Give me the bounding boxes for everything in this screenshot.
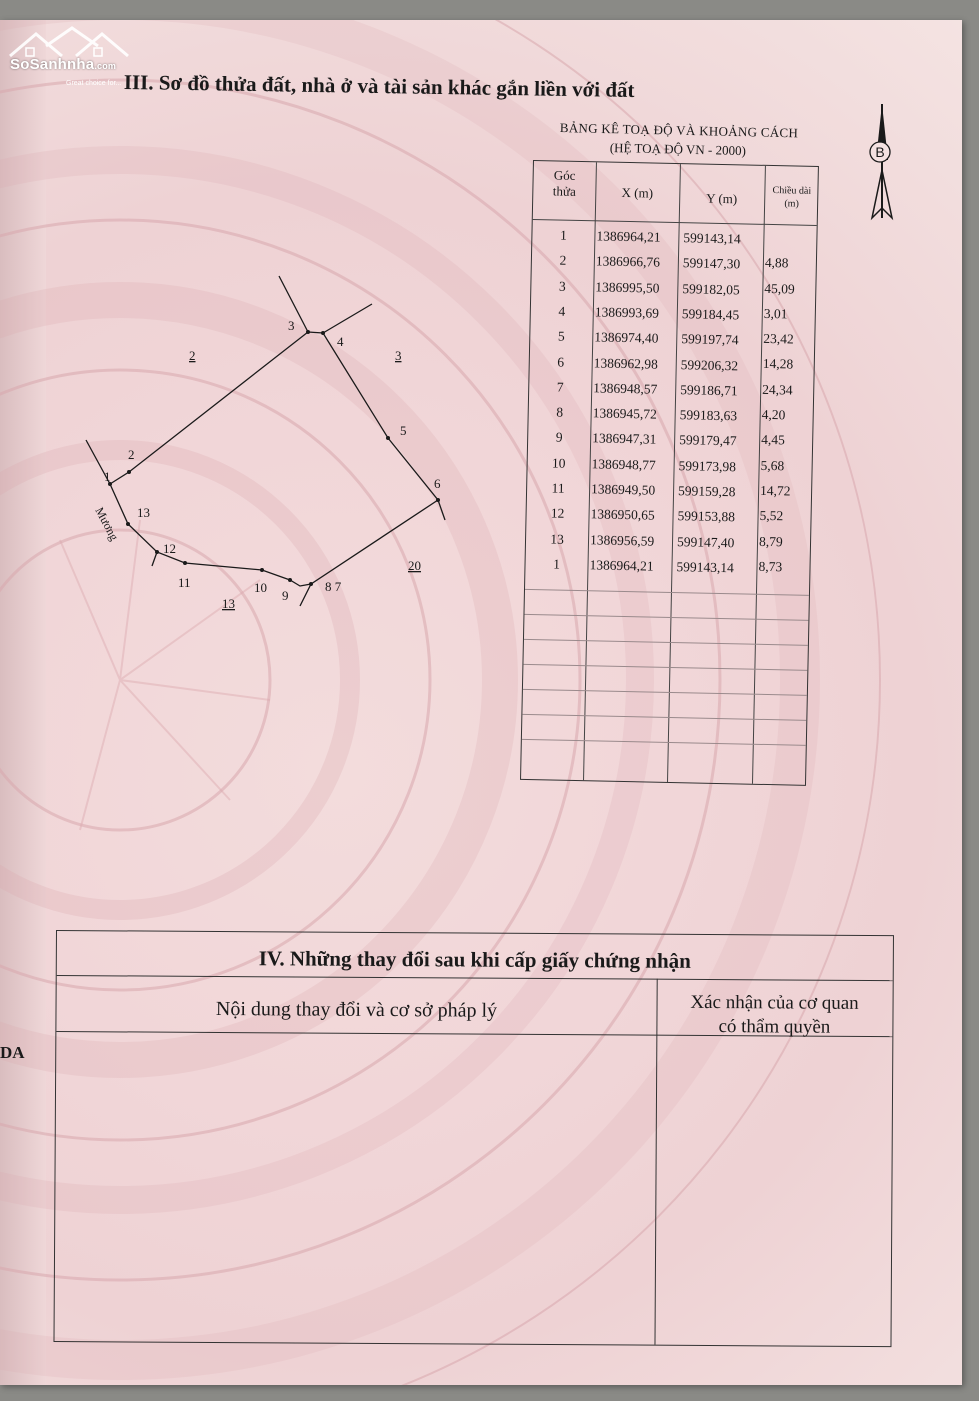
column-authority-confirmation: Xác nhận của cơ quan có thẩm quyền — [690, 991, 859, 1038]
row-y-value: 599143,14 — [676, 558, 735, 576]
vertex-label-5: 5 — [400, 423, 407, 438]
parcel-boundary — [110, 332, 438, 586]
row-x-value: 1386966,76 — [595, 253, 661, 270]
vertex-label-13: 13 — [137, 505, 150, 520]
north-label: B — [875, 144, 885, 160]
vertex-label-2: 2 — [128, 447, 135, 462]
row-y-value: 599147,40 — [676, 533, 735, 550]
row-point-id: 11 — [551, 480, 565, 496]
header-y: Y (m) — [706, 190, 738, 207]
row-y-value: 599147,30 — [682, 255, 741, 272]
row-x-value: 1386947,31 — [592, 430, 657, 448]
row-y-value: 599206,32 — [680, 356, 739, 373]
row-x-value: 1386949,50 — [590, 481, 656, 498]
coordinate-table-title: BẢNG KÊ TOẠ ĐỘ VÀ KHOẢNG CÁCH — [559, 120, 799, 141]
canal-label: Mương — [92, 504, 122, 543]
row-point-id: 1 — [559, 227, 567, 243]
vertex-label-9: 9 — [282, 588, 289, 603]
cut-off-edge-text: DA — [0, 1043, 25, 1062]
row-x-value: 1386964,21 — [596, 228, 661, 245]
vertex-label-12: 12 — [163, 541, 176, 556]
column-change-content: Nội dung thay đổi và cơ sở pháp lý — [215, 997, 498, 1022]
row-x-value: 1386964,21 — [589, 557, 654, 574]
row-y-value: 599186,71 — [680, 381, 738, 399]
row-x-value: 1386945,72 — [592, 405, 657, 422]
row-x-value: 1386948,57 — [593, 380, 658, 397]
row-x-value: 1386956,59 — [589, 531, 655, 549]
section4-changes-table — [53, 930, 894, 1347]
row-y-value: 599183,63 — [679, 407, 738, 424]
row-y-value: 599159,28 — [677, 483, 736, 500]
vertex-label-8-7: 8 7 — [325, 579, 342, 594]
segment-length: 23,42 — [763, 331, 794, 347]
segment-length: 14,72 — [759, 482, 791, 499]
boundary-extension-4 — [323, 304, 372, 333]
vertex-label-10: 10 — [254, 580, 267, 595]
vertex-label-3: 3 — [288, 318, 295, 333]
row-point-id: 4 — [558, 303, 566, 319]
segment-length: 4,45 — [761, 432, 785, 448]
header-goc: Góc thửa — [552, 167, 576, 199]
segment-length: 45,09 — [764, 280, 795, 297]
row-y-value: 599173,98 — [678, 457, 737, 475]
coordinate-system-subtitle: (HỆ TOẠ ĐỘ VN - 2000) — [609, 140, 747, 159]
neighbor-parcel-2: 2 — [189, 348, 196, 363]
neighbor-parcel-3: 3 — [395, 348, 402, 363]
header-length: Chiều dài (m) — [772, 185, 812, 210]
logo-tagline: Great choice for... — [66, 80, 122, 87]
boundary-extension-6 — [438, 500, 445, 520]
row-point-id: 8 — [556, 404, 564, 420]
segment-length: 4,20 — [761, 406, 786, 423]
segment-length: 8,73 — [758, 558, 783, 575]
header-x: X (m) — [621, 184, 654, 201]
row-point-id: 3 — [558, 278, 566, 294]
segment-length: 5,68 — [760, 457, 785, 473]
row-x-value: 1386962,98 — [593, 354, 659, 372]
row-point-id: 13 — [550, 531, 564, 547]
row-x-value: 1386993,69 — [594, 304, 660, 321]
row-point-id: 2 — [559, 252, 567, 269]
row-y-value: 599184,45 — [681, 306, 740, 323]
vertex-label-4: 4 — [337, 334, 344, 349]
row-x-value: 1386974,40 — [594, 329, 659, 346]
segment-length: 5,52 — [759, 508, 784, 524]
section3-title: III. Sơ đồ thửa đất, nhà ở và tài sản khác gắn liền với đất — [123, 70, 635, 103]
segment-length: 4,88 — [764, 255, 789, 271]
boundary-extension-8 — [300, 584, 311, 606]
row-y-value: 599197,74 — [681, 331, 739, 348]
vertex-label-1: 1 — [104, 469, 111, 484]
neighbor-parcel-20: 20 — [408, 558, 421, 573]
row-point-id: 6 — [557, 354, 565, 370]
row-point-id: 7 — [556, 379, 564, 395]
segment-length: 14,28 — [762, 356, 794, 372]
row-point-id: 9 — [555, 429, 563, 446]
logo-brand-text: SoSanhnha.com — [10, 56, 117, 73]
row-point-id: 10 — [551, 455, 566, 471]
row-point-id: 5 — [557, 328, 565, 344]
section4-title: IV. Những thay đổi sau khi cấp giấy chứng nhận — [258, 946, 691, 973]
boundary-tick-12 — [152, 552, 157, 566]
vertex-label-11: 11 — [178, 575, 191, 590]
row-point-id: 1 — [553, 556, 561, 572]
vertex-label-6: 6 — [434, 476, 441, 491]
row-y-value: 599182,05 — [682, 280, 740, 297]
segment-length: 3,01 — [763, 305, 788, 322]
row-point-id: 12 — [550, 505, 565, 522]
segment-length: 8,79 — [758, 533, 783, 549]
row-x-value: 1386950,65 — [590, 506, 655, 523]
segment-length: 24,34 — [762, 381, 793, 398]
row-x-value: 1386948,77 — [591, 455, 656, 473]
row-y-value: 599153,88 — [677, 508, 736, 525]
row-y-value: 599179,47 — [679, 432, 737, 449]
neighbor-parcel-13: 13 — [222, 596, 235, 611]
row-x-value: 1386995,50 — [595, 278, 660, 296]
row-y-value: 599143,14 — [683, 230, 741, 247]
